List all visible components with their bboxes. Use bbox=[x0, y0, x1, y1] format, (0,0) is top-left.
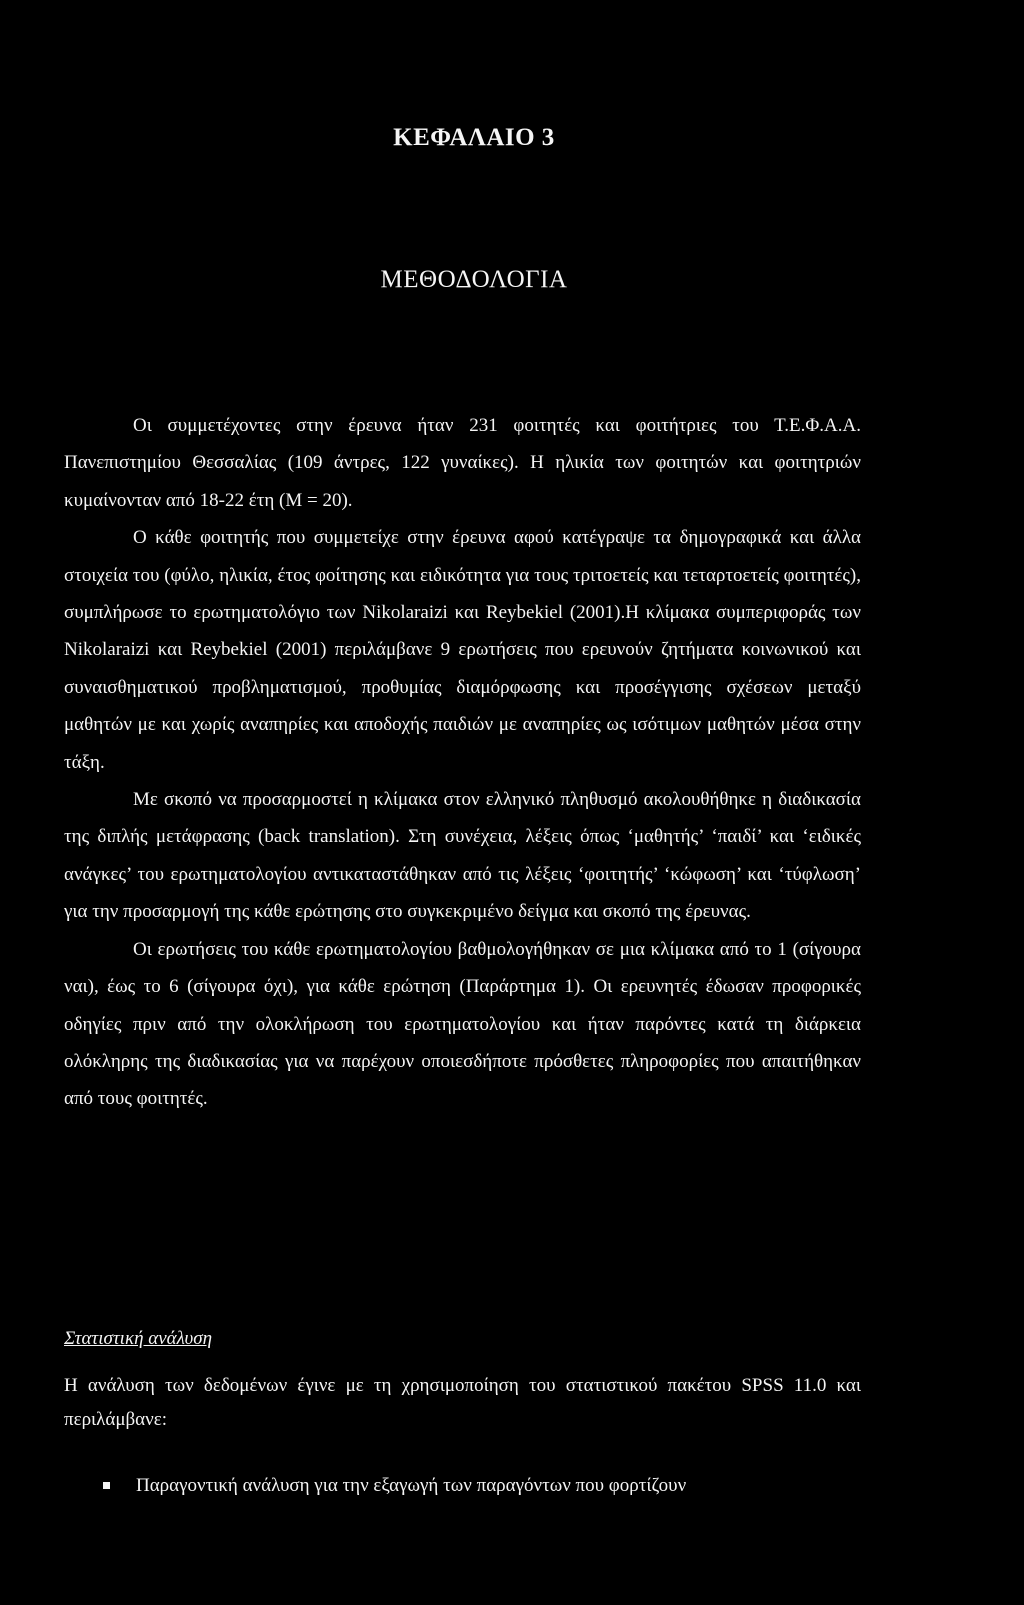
square-bullet-icon bbox=[103, 1482, 110, 1489]
section-title: ΜΕΘΟΔΟΛΟΓΙΑ bbox=[380, 266, 568, 293]
subsection-title: Στατιστική ανάλυση bbox=[64, 1328, 213, 1349]
paragraph-translation: Με σκοπό να προσαρμοστεί η κλίμακα στον ελληνικό πληθυσμό ακολουθήθηκε η διαδικασία της διπλής μετάφρασης (back translation). Στη συνέχεια, λέξεις όπως ‘μαθητής’ ‘παιδί’ και ‘ειδικές ανάγκες’ του ερωτηματολογίου αντικαταστάθηκαν από τις λέξεις ‘φοιτητής’ ‘κώφωση’ και ‘τύφλωση’ για την προσαρμογή της κάθε ερώτησης στο συγκεκριμένο δείγμα και σκοπό της έρευνας. bbox=[64, 789, 861, 923]
paragraph-analysis: Η ανάλυση των δεδομένων έγινε με τη χρησιμοποίηση του στατιστικού πακέτου SPSS 11.0 και περιλάμβανε: bbox=[64, 1375, 861, 1430]
main-body bbox=[64, 407, 861, 1118]
list-item-text: Παραγοντική ανάλυση για την εξαγωγή των παραγόντων που φορτίζουν bbox=[136, 1475, 687, 1496]
analysis-body bbox=[64, 1369, 861, 1437]
paragraph-questionnaire: Ο κάθε φοιτητής που συμμετείχε στην έρευνα αφού κατέγραψε τα δημογραφικά και άλλα στοιχεία του (φύλο, ηλικία, έτος φοίτησης και ειδικότητα για τους τριτοετείς και τεταρτοετείς φοιτητές), συμπλήρωσε το ερωτηματολόγιο των Nikolaraizi και Reybekiel (2001).Η κλίμακα συμπεριφοράς των Nikolaraizi και Reybekiel (2001) περιλάμβανε 9 ερωτήσεις που ερευνούν ζητήματα κοινωνικού και συναισθηματικού προβληματισμού, προθυμίας διαμόρφωσης και προσέγγισης σχέσεων μεταξύ μαθητών με και χωρίς αναπηρίες και αποδοχής παιδιών με αναπηρίες ως ισότιμων μαθητών μέσα στην τάξη. bbox=[64, 527, 861, 773]
chapter-title: ΚΕΦΑΛΑΙΟ 3 bbox=[393, 124, 555, 151]
paragraph-participants: Οι συμμετέχοντες στην έρευνα ήταν 231 φοιτητές και φοιτήτριες του Τ.Ε.Φ.Α.Α. Πανεπιστημίου Θεσσαλίας (109 άντρες, 122 γυναίκες). Η ηλικία των φοιτητών και φοιτητριών κυμαίνονταν από 18-22 έτη (Μ = 20). bbox=[64, 415, 861, 511]
list-item bbox=[103, 1469, 863, 1503]
bullet-list bbox=[103, 1469, 863, 1503]
paragraph-scoring: Οι ερωτήσεις του κάθε ερωτηματολογίου βαθμολογήθηκαν σε μια κλίμακα από το 1 (σίγουρα ναι), έως το 6 (σίγουρα όχι), για κάθε ερώτηση (Παράρτημα 1). Οι ερευνητές έδωσαν προφορικές οδηγίες πριν από την ολοκλήρωση του ερωτηματολογίου και ήταν παρόντες κατά τη διάρκεια ολόκληρης της διαδικασίας για να παρέχουν οποιεσδήποτε πρόσθετες πληροφορίες που απαιτήθηκαν από τους φοιτητές. bbox=[64, 938, 861, 1110]
